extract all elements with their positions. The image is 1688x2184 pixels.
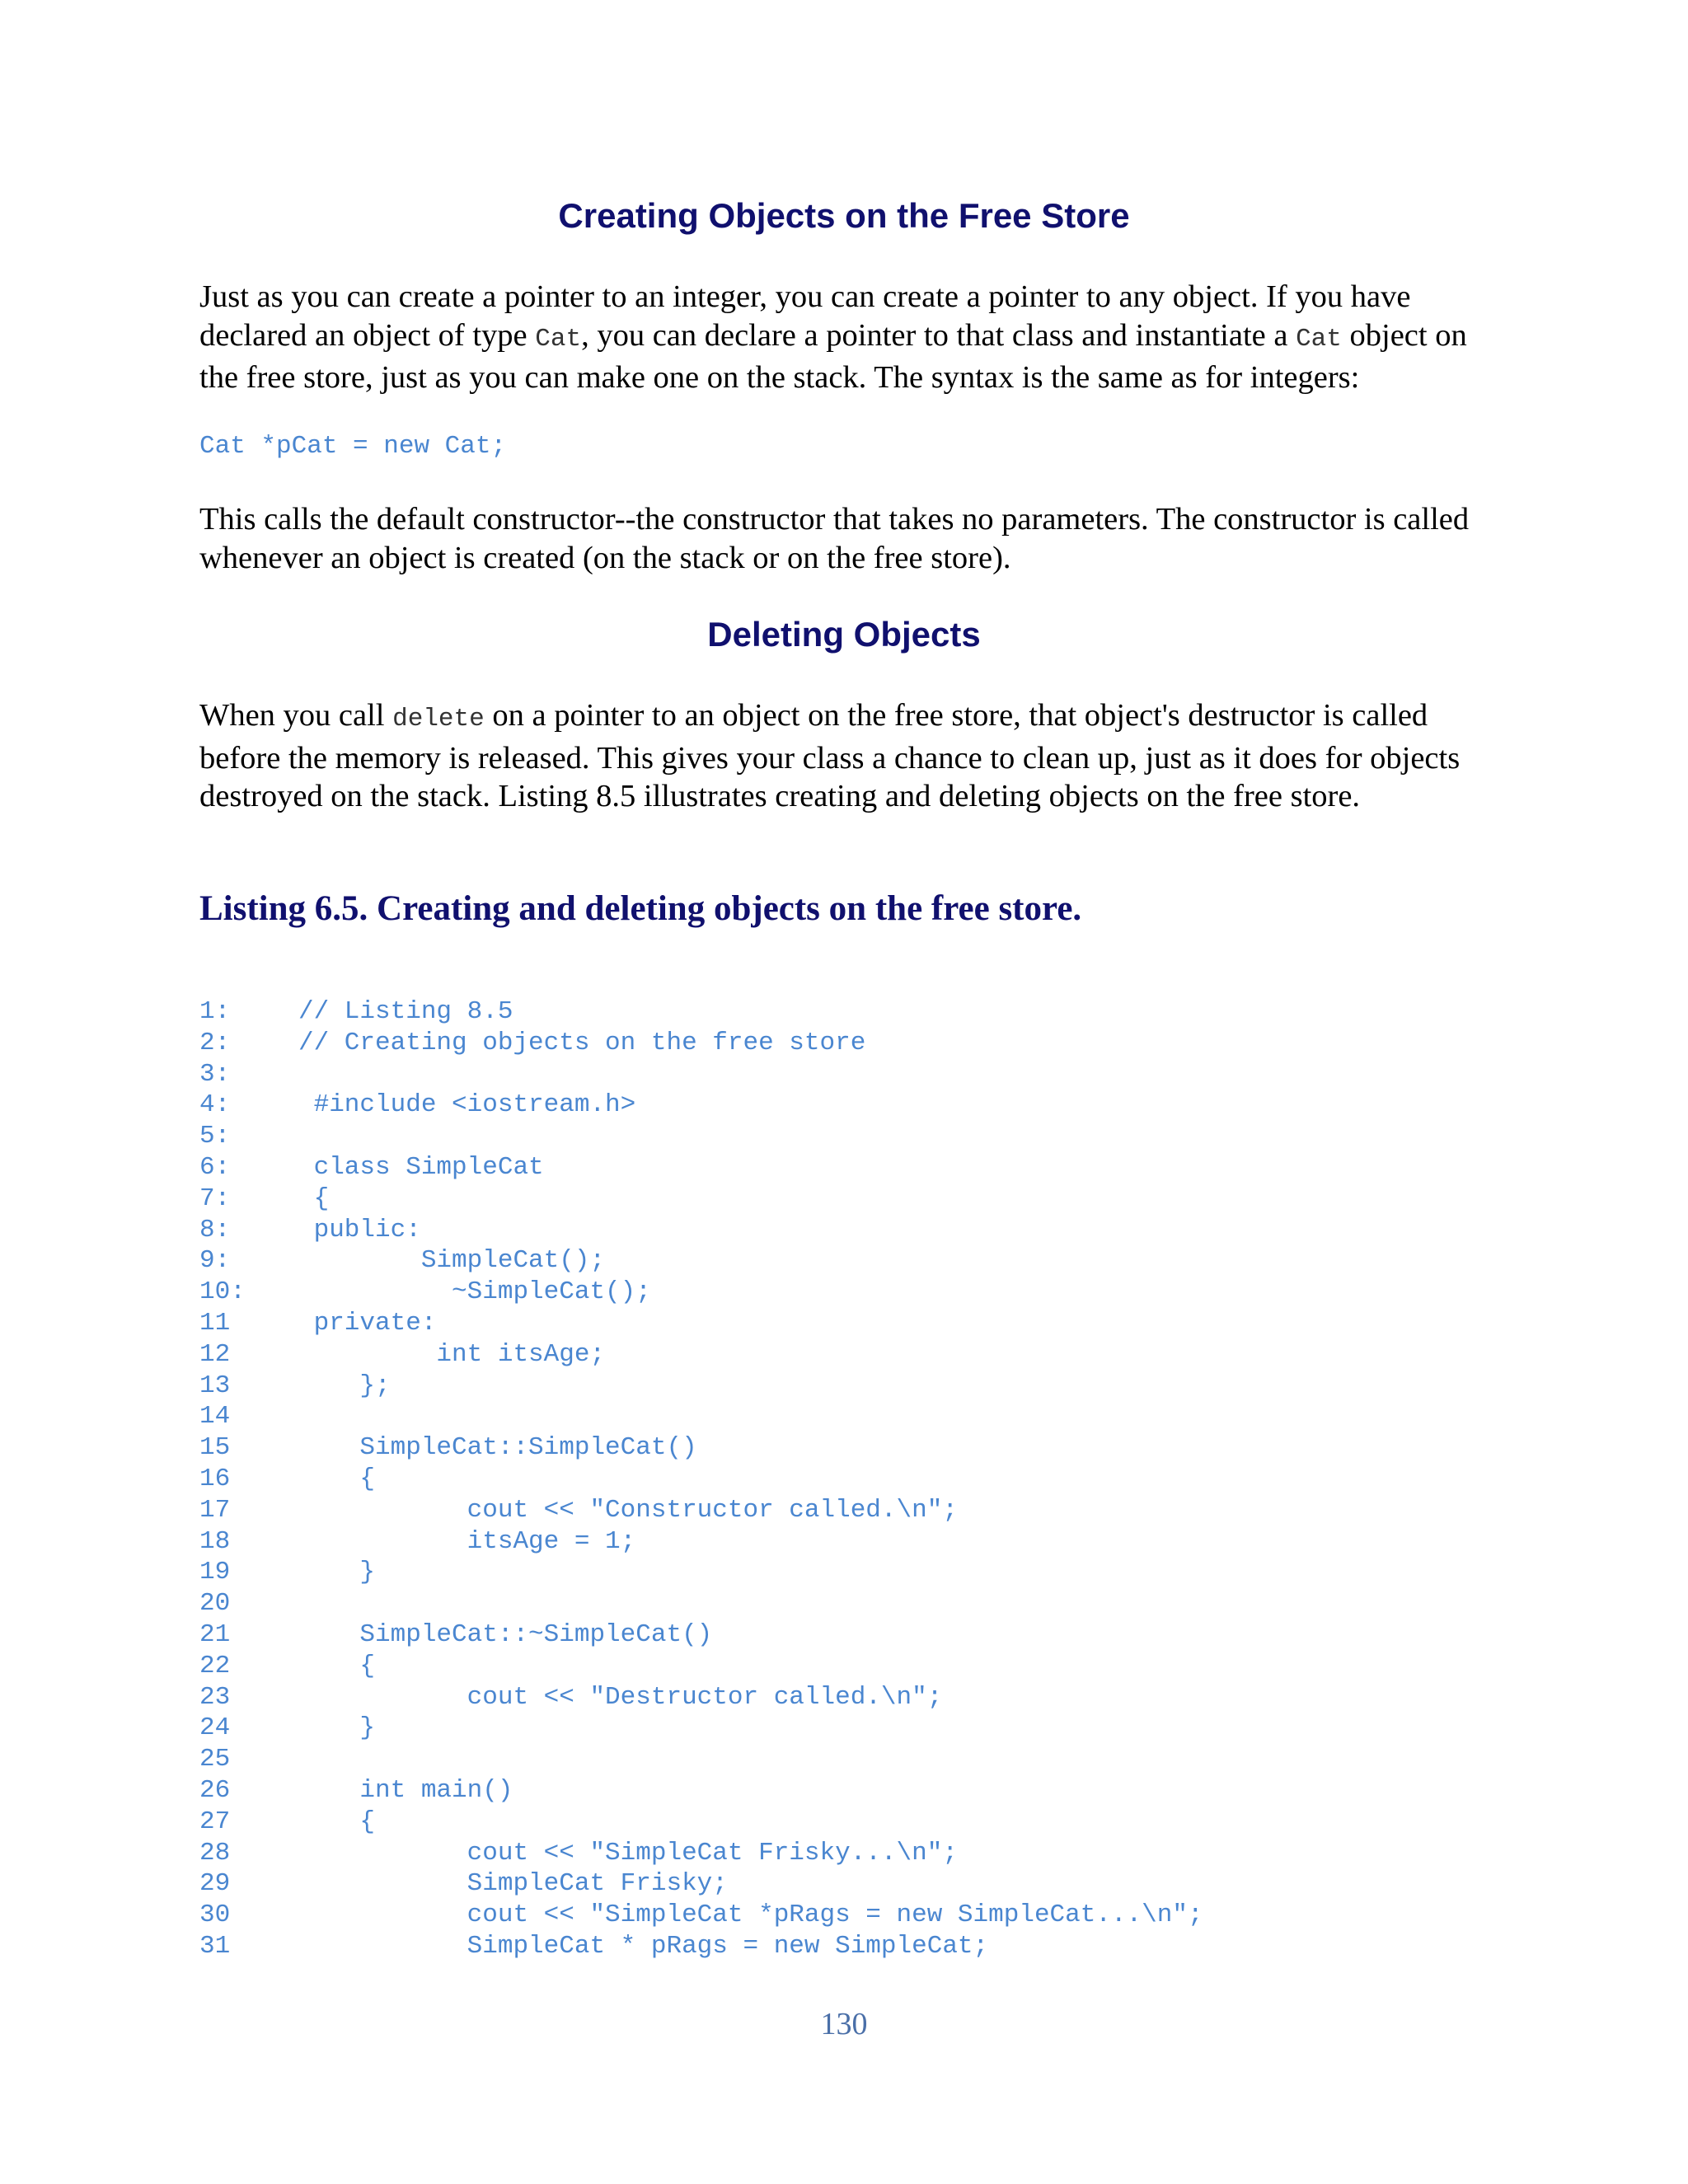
line-code: public: bbox=[298, 1215, 421, 1244]
line-code: itsAge = 1; bbox=[298, 1526, 636, 1556]
code-line bbox=[199, 1121, 1203, 1152]
paragraph-text: When you call bbox=[199, 698, 393, 733]
line-code: { bbox=[298, 1807, 376, 1836]
listing-title: Listing 6.5. Creating and deleting objects on the free store. bbox=[199, 889, 1082, 928]
inline-code: Cat bbox=[535, 324, 582, 354]
code-line bbox=[199, 1245, 1203, 1277]
code-line bbox=[199, 1931, 1203, 1962]
code-line bbox=[199, 1277, 1203, 1308]
line-code: // Listing 8.5 bbox=[298, 997, 513, 1026]
code-line bbox=[199, 1775, 1203, 1807]
line-number: 16 bbox=[199, 1464, 231, 1493]
line-code: SimpleCat Frisky; bbox=[298, 1869, 728, 1899]
line-number: 26 bbox=[199, 1775, 231, 1805]
line-number: 8: bbox=[199, 1215, 231, 1244]
paragraph-default-constructor: This calls the default constructor--the constructor that takes no parameters. The constructor is called whenever an object is created (on the stack or on the free store). bbox=[199, 502, 1470, 575]
section-heading-deleting-objects: Deleting Objects bbox=[707, 615, 981, 654]
line-code: { bbox=[298, 1464, 376, 1493]
line-number: 21 bbox=[199, 1619, 231, 1649]
line-number: 10: bbox=[199, 1277, 246, 1307]
line-number: 30 bbox=[199, 1900, 231, 1930]
line-number: 5: bbox=[199, 1122, 231, 1151]
line-code: SimpleCat::SimpleCat() bbox=[298, 1433, 697, 1463]
code-line bbox=[199, 1588, 1203, 1619]
code-listing bbox=[199, 996, 1203, 1962]
code-line bbox=[199, 1619, 1203, 1651]
line-number: 4: bbox=[199, 1090, 231, 1120]
line-code: }; bbox=[298, 1371, 391, 1400]
paragraph-intro bbox=[199, 278, 1502, 397]
line-code: class SimpleCat bbox=[298, 1152, 544, 1182]
line-number: 31 bbox=[199, 1931, 231, 1961]
section-heading-creating-objects: Creating Objects on the Free Store bbox=[558, 196, 1130, 235]
code-line bbox=[199, 1807, 1203, 1838]
line-number: 22 bbox=[199, 1651, 231, 1680]
line-code: } bbox=[298, 1713, 376, 1743]
paragraph-text: on a pointer to an object on the free store, that object's destructor is called before the memory is released. This gives your class a chance to clean up, just as it does for objects destroyed on the stack. Listing 8.5 illustrates creating and deleting objects on the free store. bbox=[199, 698, 1461, 813]
code-line bbox=[199, 1183, 1203, 1215]
code-line bbox=[199, 1838, 1203, 1869]
line-code: SimpleCat * pRags = new SimpleCat; bbox=[298, 1931, 989, 1961]
line-number: 18 bbox=[199, 1526, 231, 1556]
code-line bbox=[199, 1339, 1203, 1371]
line-code: cout << "Constructor called.\n"; bbox=[298, 1495, 958, 1525]
code-line bbox=[199, 1900, 1203, 1931]
page-number: 130 bbox=[820, 2007, 868, 2041]
line-number: 25 bbox=[199, 1745, 231, 1774]
code-line bbox=[199, 1464, 1203, 1495]
line-code: int main() bbox=[298, 1775, 513, 1805]
code-line bbox=[199, 1215, 1203, 1246]
line-number: 19 bbox=[199, 1558, 231, 1587]
code-line bbox=[199, 1371, 1203, 1402]
line-code: { bbox=[298, 1183, 330, 1213]
code-line bbox=[199, 1059, 1203, 1090]
inline-code: Cat bbox=[1296, 324, 1342, 354]
line-number: 28 bbox=[199, 1838, 231, 1868]
code-line bbox=[199, 1744, 1203, 1775]
code-line bbox=[199, 1432, 1203, 1464]
code-line bbox=[199, 1526, 1203, 1558]
code-line bbox=[199, 1557, 1203, 1588]
line-number: 14 bbox=[199, 1402, 231, 1432]
line-number: 13 bbox=[199, 1371, 231, 1400]
line-code: // Creating objects on the free store bbox=[298, 1028, 866, 1057]
paragraph-text: Just as you can create a pointer to an integer, you can create a pointer to any object. If you have declared an object of type bbox=[199, 279, 1411, 353]
line-code: int itsAge; bbox=[298, 1339, 606, 1369]
line-number: 3: bbox=[199, 1059, 231, 1089]
code-line bbox=[199, 1028, 1203, 1059]
line-number: 1: bbox=[199, 997, 231, 1026]
line-code: SimpleCat(); bbox=[298, 1246, 606, 1276]
code-line bbox=[199, 996, 1203, 1028]
line-number: 15 bbox=[199, 1433, 231, 1463]
code-line bbox=[199, 1868, 1203, 1900]
line-number: 2: bbox=[199, 1028, 231, 1057]
line-code: private: bbox=[298, 1308, 437, 1338]
line-number: 6: bbox=[199, 1152, 231, 1182]
line-code: SimpleCat::~SimpleCat() bbox=[298, 1619, 713, 1649]
code-line bbox=[199, 1651, 1203, 1682]
line-code: cout << "SimpleCat Frisky...\n"; bbox=[298, 1838, 958, 1868]
code-line bbox=[199, 1090, 1203, 1121]
line-code: { bbox=[298, 1651, 376, 1680]
line-number: 9: bbox=[199, 1246, 231, 1276]
line-number: 24 bbox=[199, 1713, 231, 1743]
line-code: #include <iostream.h> bbox=[298, 1090, 636, 1120]
line-code: ~SimpleCat(); bbox=[298, 1277, 651, 1307]
line-number: 27 bbox=[199, 1807, 231, 1836]
code-example: Cat *pCat = new Cat; bbox=[199, 432, 507, 461]
line-number: 12 bbox=[199, 1339, 231, 1369]
line-number: 20 bbox=[199, 1589, 231, 1619]
code-line bbox=[199, 1401, 1203, 1432]
paragraph-text: object on the free store, just as you can make one on the stack. The syntax is the same as for integers: bbox=[199, 317, 1467, 395]
line-number: 23 bbox=[199, 1682, 231, 1712]
line-code: cout << "SimpleCat *pRags = new SimpleCat...\n"; bbox=[298, 1900, 1203, 1930]
paragraph-deleting bbox=[199, 696, 1502, 816]
code-line bbox=[199, 1713, 1203, 1744]
code-line bbox=[199, 1308, 1203, 1339]
line-number: 11 bbox=[199, 1308, 231, 1338]
code-line bbox=[199, 1682, 1203, 1713]
line-number: 7: bbox=[199, 1183, 231, 1213]
paragraph-text: , you can declare a pointer to that class and instantiate a bbox=[581, 317, 1296, 353]
line-code: cout << "Destructor called.\n"; bbox=[298, 1682, 943, 1712]
code-line bbox=[199, 1495, 1203, 1526]
line-code: } bbox=[298, 1558, 376, 1587]
code-line bbox=[199, 1152, 1203, 1183]
line-number: 17 bbox=[199, 1495, 231, 1525]
inline-code: delete bbox=[392, 705, 485, 733]
line-number: 29 bbox=[199, 1869, 231, 1899]
